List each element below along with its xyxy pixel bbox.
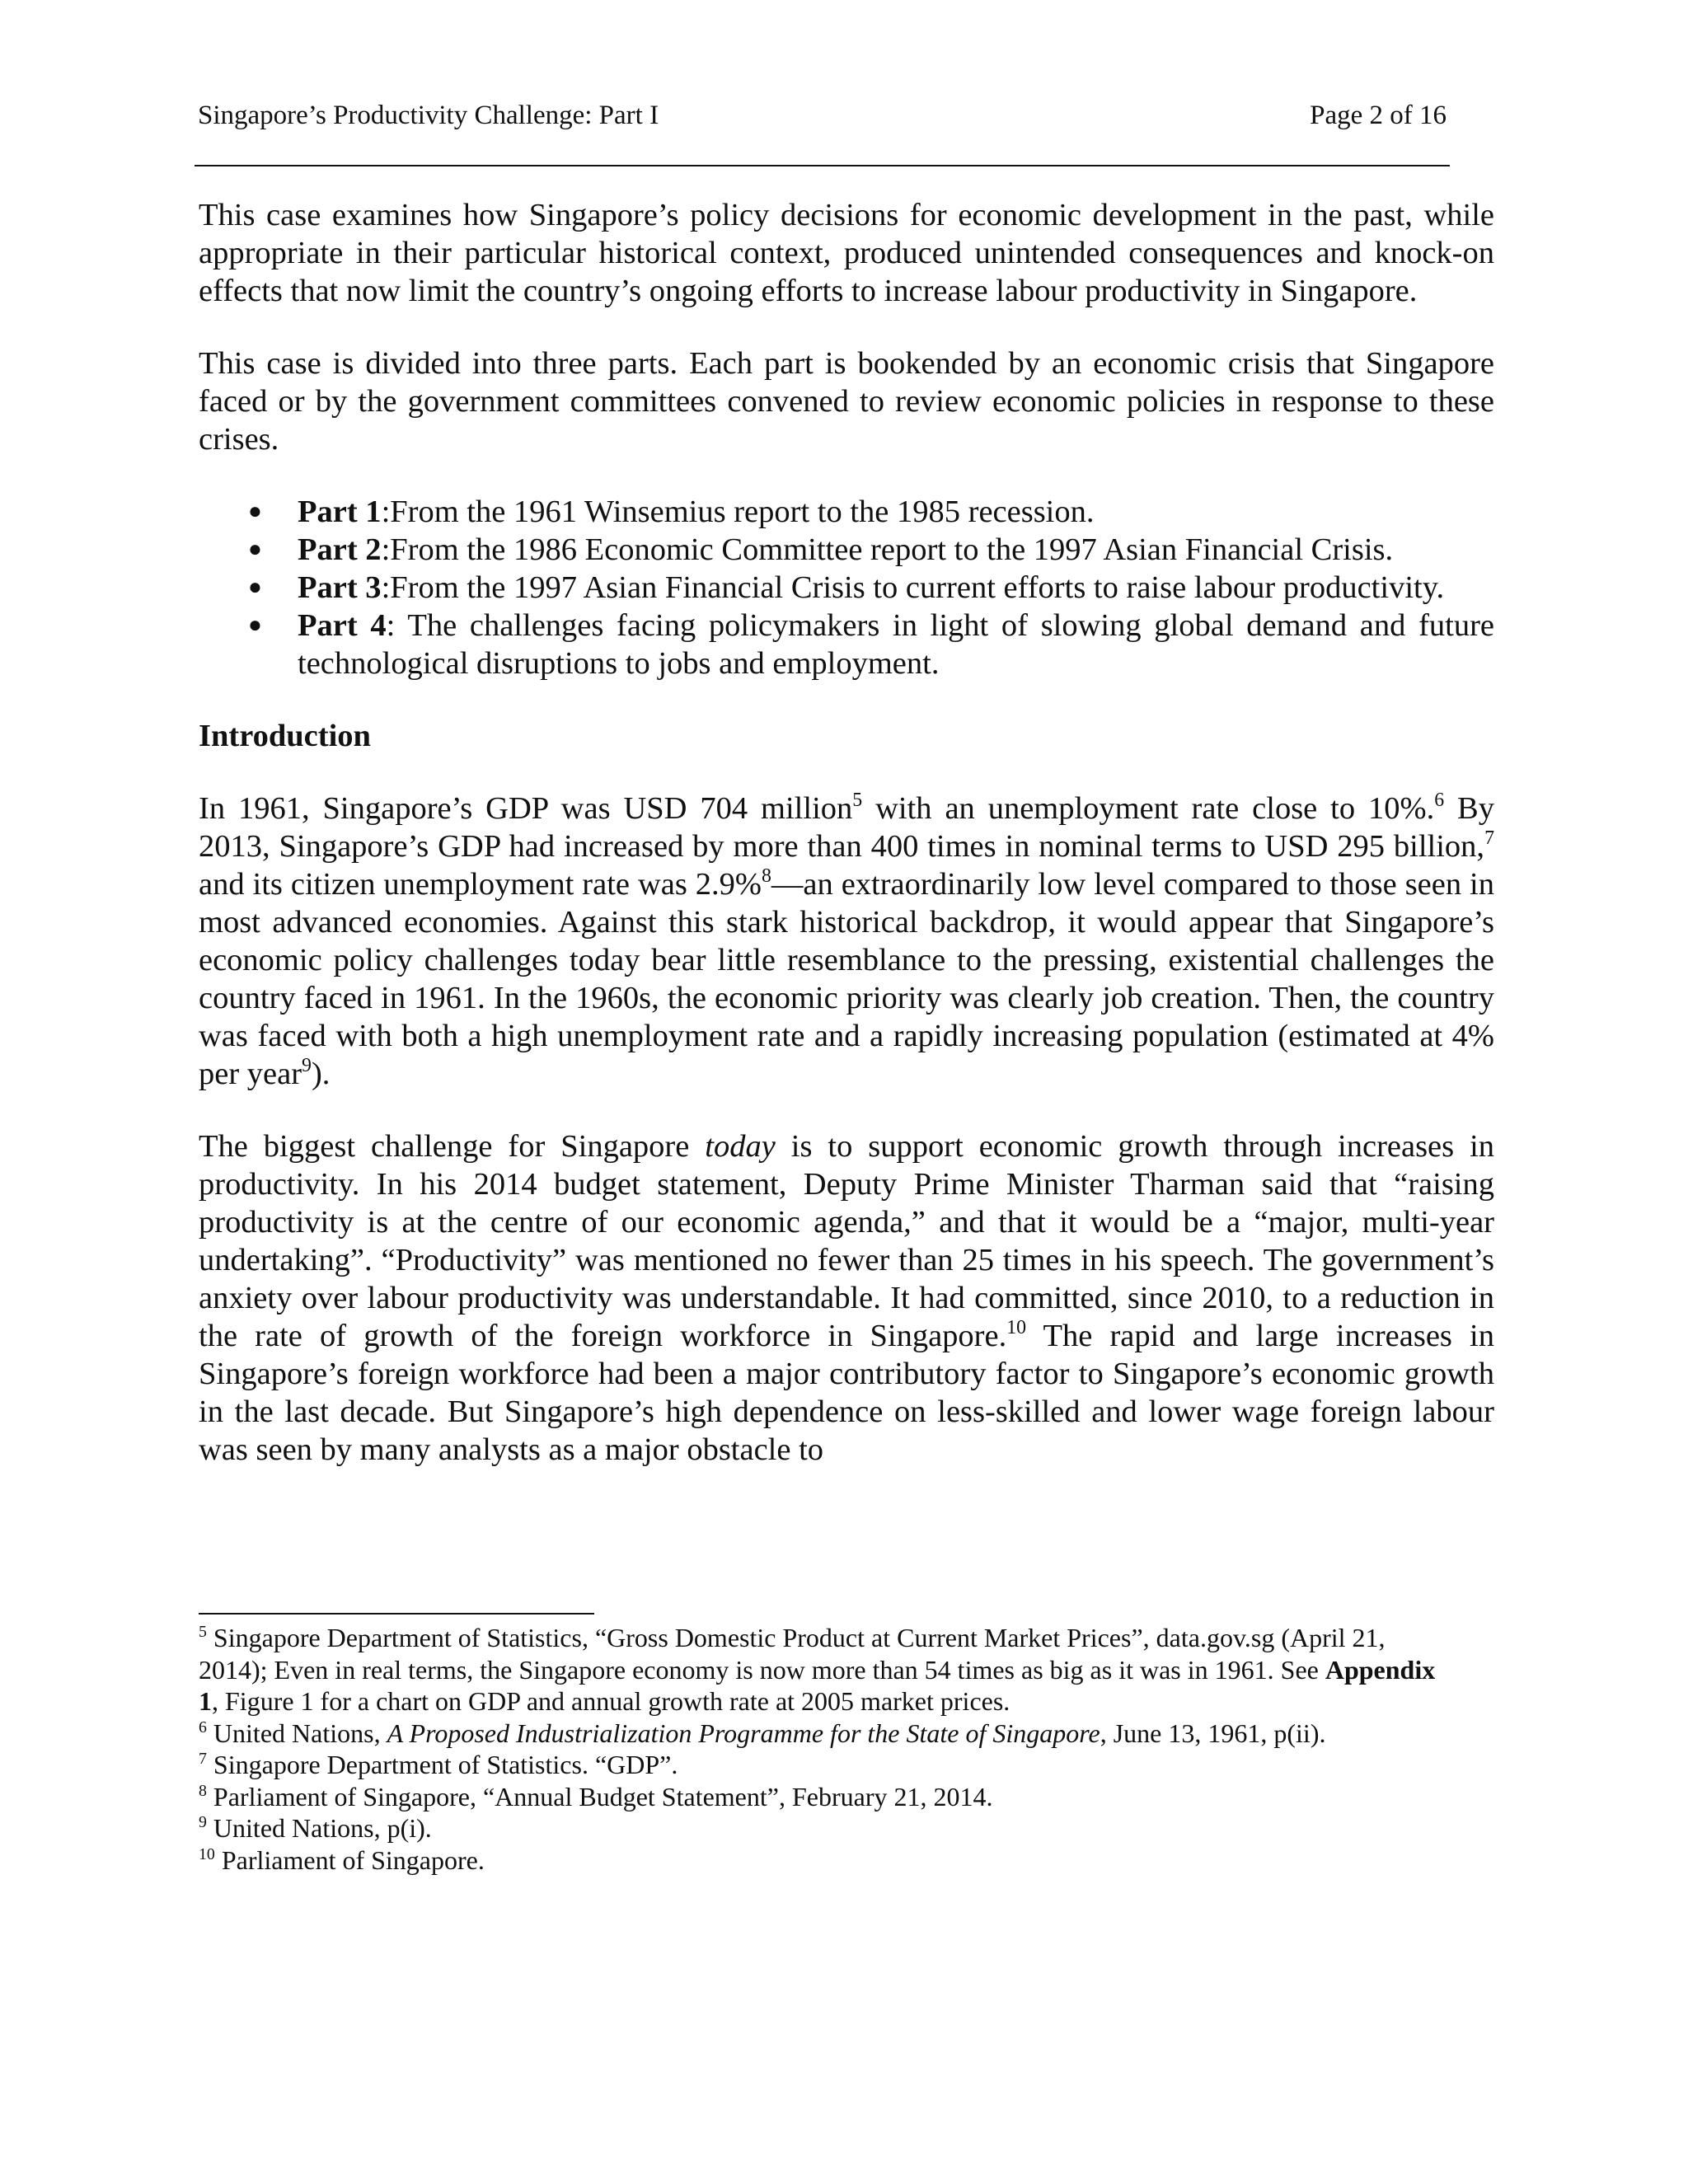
footnote-8: $^8$ Parliament of Singapore, “Annual Budget Statement”, February 21, 2014. [199,1781,993,1811]
footnote-ref: 9 [302,1055,312,1077]
paragraph-case-structure: This case is divided into three parts. Each part is bookended by an economic crisis that Singapore faced or by the government committees convened to review economic policies in response to these crises. [199,346,1494,457]
appendix-reference: Appendix 1 [199,1654,1436,1716]
footnote-number: 9 [199,1813,207,1832]
footnote-divider [199,1613,594,1615]
footnote-5: $^5$ Singapore Department of Statistics, “Gross Domestic Product at Current Market Prices”, data.gov.sg (April 21, 2014); Even in real terms, the Singapore economy is now more than 54 times as big as it was in 1961. See Appendix 1, Figure 1 for a chart on GDP and annual growth rate at 2005 market prices. [199,1623,1436,1716]
paragraph-gdp-history: In 1961, Singapore’s GDP was USD 704 million$^5$ with an unemployment rate close to 10%.$^6$ By 2013, Singapore’s GDP had increased by more than 400 times in nominal terms to USD 295 billion,$^7$ and its citizen unemployment rate was 2.9%$^8$—an extraordinarily low level compared to those seen in most advanced economies. Against this stark historical backdrop, it would appear that Singapore’s economic policy challenges today bear little resemblance to the pressing, existential challenges the country faced in 1961. In the 1960s, the economic priority was clearly job creation. Then, the country was faced with both a high unemployment rate and a rapidly increasing population (estimated at 4% per year$^9$). [199,790,1494,1091]
list-item: ● Part 3:From the 1997 Asian Financial Crisis to current efforts to raise labour productivity. [248,570,1445,605]
bullet-icon: ● [248,537,262,562]
emphasis-today: today [705,1129,776,1164]
footnote-7: $^7$ Singapore Department of Statistics. “GDP”. [199,1750,678,1779]
part-label: Part 4 [298,608,387,643]
footnote-number: 6 [199,1718,207,1736]
part-text: From the 1961 Winsemius report to the 1985 recession. [390,494,1095,529]
footnote-number: 7 [199,1750,207,1769]
bullet-icon: ● [248,574,262,600]
header-divider [195,165,1450,166]
footnote-6: $^6$ United Nations, A Proposed Industrialization Programme for the State of Singapore, June 13, 1961, p(ii). [199,1718,1326,1748]
paragraph-case-purpose: This case examines how Singapore’s policy decisions for economic development in the past, while appropriate in their particular historical context, produced unintended consequences and knock-on effects that now limit the country’s ongoing efforts to increase labour productivity in Singapore. [199,198,1494,308]
body-text [199,196,1494,1469]
footnote-number: 8 [199,1781,207,1800]
part-label: Part 2 [298,532,382,567]
part-label: Part 1 [298,494,382,529]
header-title: Singapore’s Productivity Challenge: Part I [198,101,659,130]
bullet-icon: ● [248,612,262,638]
footnote-10: $^{10}$ Parliament of Singapore. [199,1844,485,1875]
footnote-ref: 5 [852,790,863,812]
list-item: ● Part 1:From the 1961 Winsemius report to the 1985 recession. [248,494,1095,529]
part-label: Part 3 [298,570,382,605]
page-header [198,99,1447,132]
footnotes [199,1622,1460,1876]
list-item: ● Part 4: The challenges facing policymakers in light of slowing global demand and future technological disruptions to jobs and employment. [248,608,1494,681]
footnote-9: $^9$ United Nations, p(i). [199,1813,432,1843]
bullet-icon: ● [248,499,262,524]
paragraph-productivity-challenge: The biggest challenge for Singapore today is to support economic growth through increases in productivity. In his 2014 budget statement, Deputy Prime Minister Tharman said that “raising productivity is at the centre of our economic agenda,” and that it would be a “major, multi-year undertaking”. “Productivity” was mentioned no fewer than 25 times in his speech. The government’s anxiety over labour productivity was understandable. It had committed, since 2010, to a reduction in the rate of growth of the foreign workforce in Singapore.$^{10}$ The rapid and large increases in Singapore’s foreign workforce had been a major contributory factor to Singapore’s economic growth in the last decade. But Singapore’s high dependence on less-skilled and lower wage foreign labour was seen by many analysts as a major obstacle to [199,1129,1495,1467]
part-text: The challenges facing policymakers in light of slowing global demand and future technological disruptions to jobs and employment. [298,608,1494,681]
footnote-ref: 8 [761,865,771,888]
parts-list [199,493,1494,682]
report-title: A Proposed Industrialization Programme for the State of Singapore [387,1718,1100,1748]
part-text: From the 1986 Economic Committee report to the 1997 Asian Financial Crisis. [390,532,1394,567]
footnote-number: 5 [199,1623,207,1642]
footnote-number: 10 [199,1844,215,1863]
page-number: Page 2 of 16 [1310,101,1447,130]
section-heading-introduction: Introduction [199,719,371,753]
footnote-ref: 7 [1484,827,1494,850]
footnote-ref: 6 [1434,790,1445,812]
list-item: ● Part 2:From the 1986 Economic Committee report to the 1997 Asian Financial Crisis. [248,532,1394,567]
footnote-ref: 10 [1006,1317,1027,1339]
part-text: From the 1997 Asian Financial Crisis to current efforts to raise labour productivity. [390,570,1445,605]
